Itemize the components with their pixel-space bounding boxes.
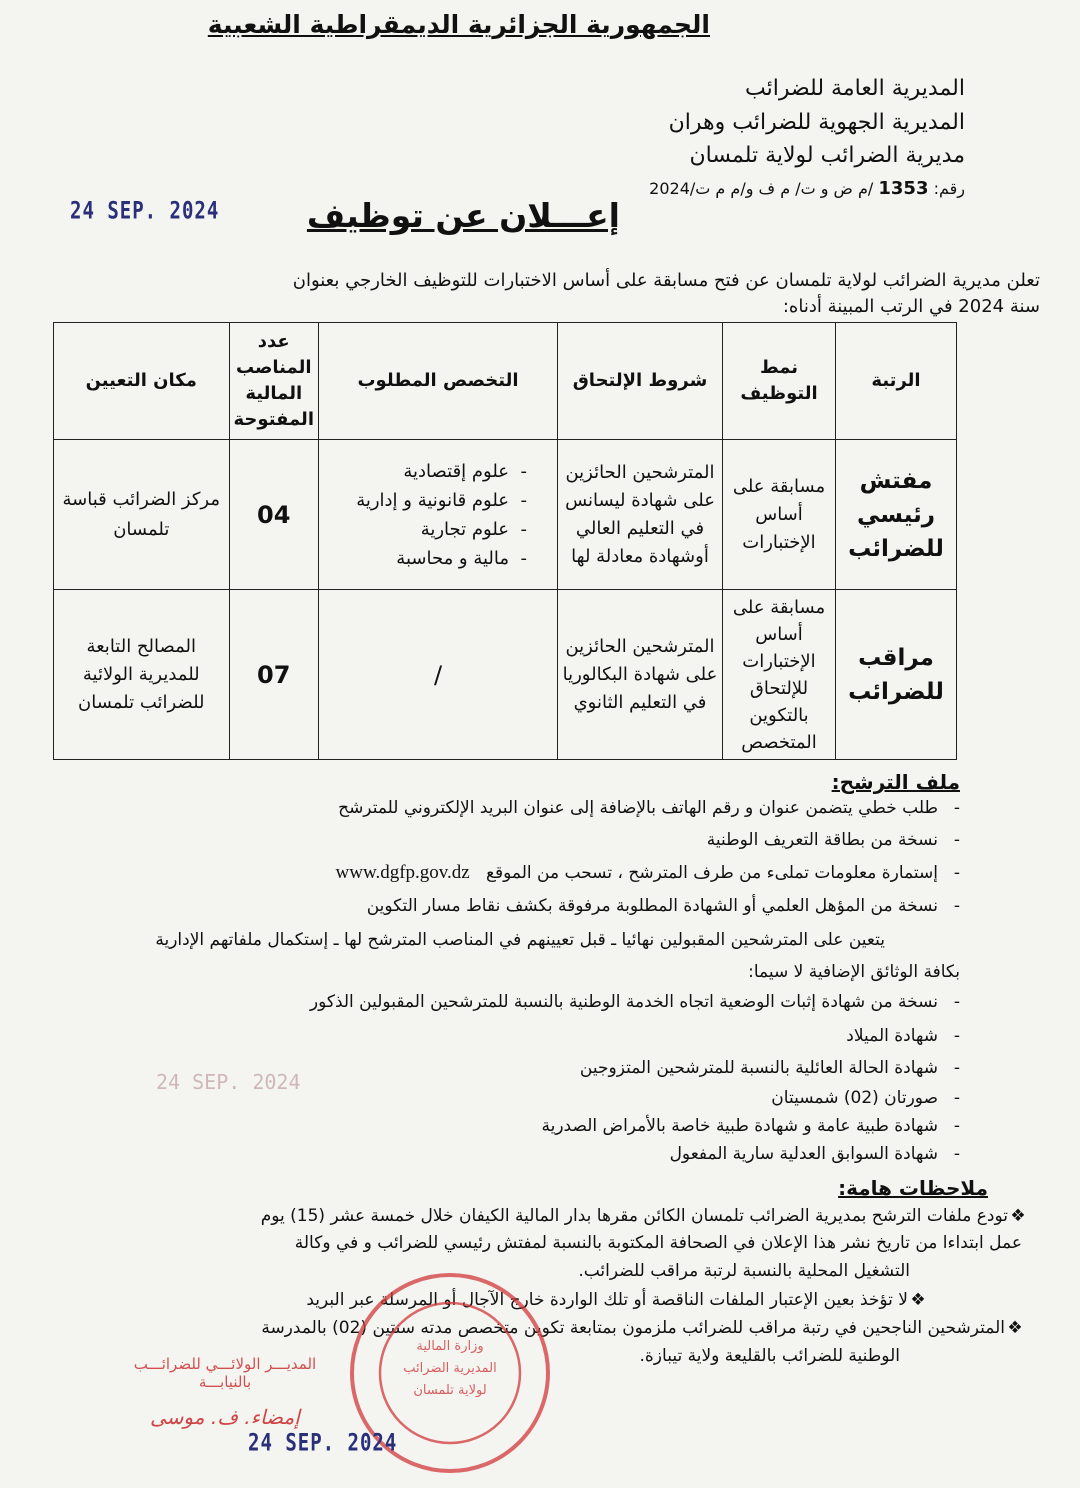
extra-document-item: -شهادة السوابق العدلية سارية المفعول <box>669 1144 960 1164</box>
svg-text:لولاية تلمسان: لولاية تلمسان <box>413 1383 487 1398</box>
reference-number <box>649 178 965 199</box>
mode-cell: مسابقة على أساس الإختبارات للإلتحاق بالتكوين المتخصص <box>723 590 836 760</box>
admission-text-2: بكافة الوثائق الإضافية لا سيما: <box>748 962 960 982</box>
diamond-bullet-icon: ❖ <box>1007 1318 1023 1338</box>
specialty-item: - مالية و محاسبة <box>396 547 527 569</box>
note-item: ❖تودع ملفات الترشح بمديرية الضرائب تلمسان الكائن مقرها بدار المالية الكيفان خلال خمسة عشر (15) يوم <box>261 1206 1028 1226</box>
note-item-continued: الوطنية للضرائب بالقليعة ولاية تيبازة. <box>639 1346 900 1366</box>
application-item: -إستمارة معلومات تملىء من طرف المترشح ، تسحب من الموقع www.dgfp.gov.dz <box>335 862 960 883</box>
header-mode: نمط التوظيف <box>723 323 836 440</box>
header-conditions: شروط الإلتحاق <box>558 323 723 440</box>
specialty-item: - علوم تجارية <box>420 518 527 540</box>
grade-cell: مفتش رئيسي للضرائب <box>836 440 957 590</box>
general-directorate: المديرية العامة للضرائب <box>745 76 965 101</box>
reference-label: رقم: <box>933 179 965 198</box>
header-specialty: التخصص المطلوب <box>319 323 558 440</box>
grade-cell: مراقب للضرائب <box>836 590 957 760</box>
announcement-title: إعـــلان عن توظيف <box>306 196 620 235</box>
specialty-item: - علوم قانونية و إدارية <box>356 489 527 511</box>
header-place: مكان التعيين <box>54 323 230 440</box>
intro-line-2: سنة 2024 في الرتب المبينة أدناه: <box>782 296 1040 317</box>
specialty-item: - علوم إقتصادية <box>403 460 527 482</box>
positions-table <box>53 322 957 760</box>
extra-document-item: -شهادة طبية عامة و شهادة طبية خاصة بالأمراض الصدرية <box>541 1116 960 1136</box>
date-stamp-top: 24 SEP. 2024 <box>70 197 220 225</box>
republic-header: الجمهورية الجزائرية الديمقراطية الشعبية <box>207 10 710 39</box>
application-file-title: ملف الترشح: <box>831 770 960 794</box>
table-row <box>54 440 957 590</box>
extra-document-item: -صورتان (02) شمسيتان <box>771 1088 960 1108</box>
table-row <box>54 590 957 760</box>
note-item-continued: عمل ابتداءا من تاريخ نشر هذا الإعلان في الصحافة المكتوبة بالنسبة لمفتش رئيسي للضرائب و في وكالة <box>294 1233 1022 1253</box>
extra-document-item: -شهادة الميلاد <box>846 1026 960 1046</box>
place-cell: مركز الضرائب قباسة تلمسان <box>54 440 230 590</box>
application-item: -نسخة من بطاقة التعريف الوطنية <box>706 830 960 850</box>
website-link[interactable]: www.dgfp.gov.dz <box>335 862 470 883</box>
reference-suffix: /م ض و ت/ م ف و/م م ت/2024 <box>649 179 874 198</box>
mode-cell: مسابقة على أساس الإختبارات <box>723 440 836 590</box>
table-header-row <box>54 323 957 440</box>
admission-text-1: يتعين على المترشحين المقبولين نهائيا ـ قبل تعيينهم في المناصب المترشح لها ـ إستكمال ملفاتهم الإدارية <box>155 930 885 950</box>
conditions-cell: المترشحين الحائزين على شهادة البكالوريا في التعليم الثانوي <box>558 590 723 760</box>
note-item: ❖المترشحين الناجحين في رتبة مراقب للضرائب ملزمون بمتابعة تكوين متخصص مدته سنتين (02) بالمدرسة <box>261 1318 1025 1338</box>
signatory-title: المديـــر الولائـــي للضرائـــب بالنيابـــة <box>133 1355 317 1391</box>
positions-cell: 04 <box>229 440 318 590</box>
extra-document-item: -نسخة من شهادة إثبات الوضعية اتجاه الخدمة الوطنية بالنسبة للمترشحين المقبولين الذكور <box>309 992 960 1012</box>
conditions-cell: المترشحين الحائزين على شهادة ليسانس في التعليم العالي أوشهادة معادلة لها <box>558 440 723 590</box>
regional-directorate: المديرية الجهوية للضرائب وهران <box>668 110 965 135</box>
diamond-bullet-icon: ❖ <box>910 1290 926 1310</box>
svg-text:المديرية الضرائب: المديرية الضرائب <box>403 1361 497 1376</box>
specialty-cell <box>319 440 558 590</box>
date-stamp-bottom: 24 SEP. 2024 <box>248 1429 398 1457</box>
place-cell: المصالح التابعة للمديرية الولائية للضرائب تلمسان <box>54 590 230 760</box>
application-item: -طلب خطي يتضمن عنوان و رقم الهاتف بالإضافة إلى عنوان البريد الإلكتروني للمترشح <box>338 798 960 818</box>
header-positions: عدد المناصب المالية المفتوحة <box>229 323 318 440</box>
header-grade: الرتبة <box>836 323 957 440</box>
note-item: ❖لا تؤخذ بعين الإعتبار الملفات الناقصة أو تلك الواردة خارج الآجال أو المرسلة عبر البريد <box>306 1290 928 1310</box>
handwritten-signature: إمضاء. ف. موسى <box>150 1405 300 1429</box>
faded-received-stamp: 24 SEP. 2024 <box>156 1070 301 1094</box>
notes-title: ملاحظات هامة: <box>838 1176 988 1200</box>
specialty-cell: / <box>319 590 558 760</box>
reference-value: 1353 <box>878 178 929 199</box>
positions-cell: 07 <box>229 590 318 760</box>
diamond-bullet-icon: ❖ <box>1010 1206 1026 1226</box>
application-item: -نسخة من المؤهل العلمي أو الشهادة المطلوبة مرفوقة بكشف نقاط مسار التكوين <box>366 896 960 916</box>
svg-text:وزارة المالية: وزارة المالية <box>416 1339 484 1354</box>
extra-document-item: -شهادة الحالة العائلية بالنسبة للمترشحين المتزوجين <box>579 1058 960 1078</box>
wilaya-directorate: مديرية الضرائب لولاية تلمسان <box>689 143 965 168</box>
note-item-continued: التشغيل المحلية بالنسبة لرتبة مراقب للضرائب. <box>578 1261 910 1281</box>
intro-line-1: تعلن مديرية الضرائب لولاية تلمسان عن فتح مسابقة على أساس الاختبارات للتوظيف الخارجي بعنوان <box>292 270 1040 291</box>
